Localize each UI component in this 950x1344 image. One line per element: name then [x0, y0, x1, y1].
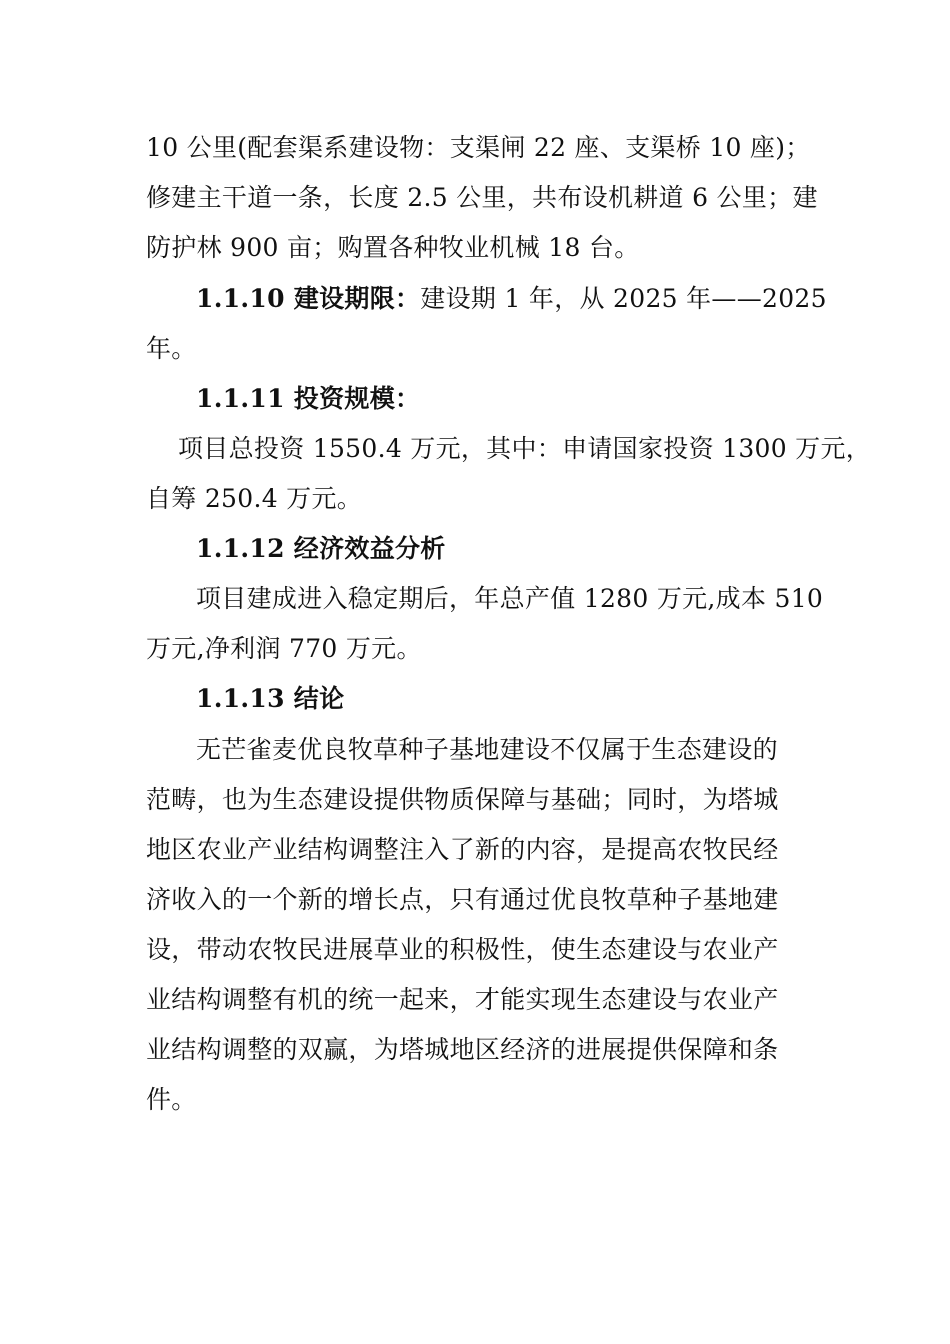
body-line: 年。 — [146, 334, 197, 363]
body-line: 设，带动农牧民进展草业的积极性，使生态建设与农业产 — [146, 935, 779, 964]
body-line: 修建主干道一条，长度 2.5 公里，共布设机耕道 6 公里；建 — [146, 183, 818, 212]
body-line: 项目建成进入稳定期后，年总产值 1280 万元,成本 510 — [196, 584, 824, 613]
body-line: 自筹 250.4 万元。 — [146, 484, 363, 513]
body-line: 10 公里(配套渠系建设物：支渠闸 22 座、支渠桥 10 座)； — [146, 133, 811, 162]
body-line: 防护林 900 亩；购置各种牧业机械 18 台。 — [146, 233, 640, 262]
body-line: 地区农业产业结构调整注入了新的内容，是提高农牧民经 — [146, 835, 779, 864]
body-line: 无芒雀麦优良牧草种子基地建设不仅属于生态建设的 — [196, 735, 778, 764]
section-heading: 1.1.12 经济效益分析 — [196, 534, 446, 563]
section-heading: 1.1.11 投资规模： — [196, 384, 421, 413]
section-heading: 1.1.10 建设期限： — [196, 284, 421, 313]
body-line: 济收入的一个新的增长点，只有通过优良牧草种子基地建 — [146, 885, 779, 914]
body-line: 项目总投资 1550.4 万元，其中：申请国家投资 1300 万元， — [178, 434, 872, 463]
section-10-line — [196, 282, 827, 316]
section-text: 建设期 1 年，从 2025 年——2025 — [420, 284, 827, 313]
body-line: 件。 — [146, 1085, 197, 1114]
section-heading: 1.1.13 结论 — [196, 684, 345, 713]
body-line: 范畴，也为生态建设提供物质保障与基础；同时，为塔城 — [146, 785, 779, 814]
body-line: 业结构调整有机的统一起来，才能实现生态建设与农业产 — [146, 985, 779, 1014]
body-line: 万元,净利润 770 万元。 — [146, 634, 422, 663]
body-line: 业结构调整的双赢，为塔城地区经济的进展提供保障和条 — [146, 1035, 779, 1064]
